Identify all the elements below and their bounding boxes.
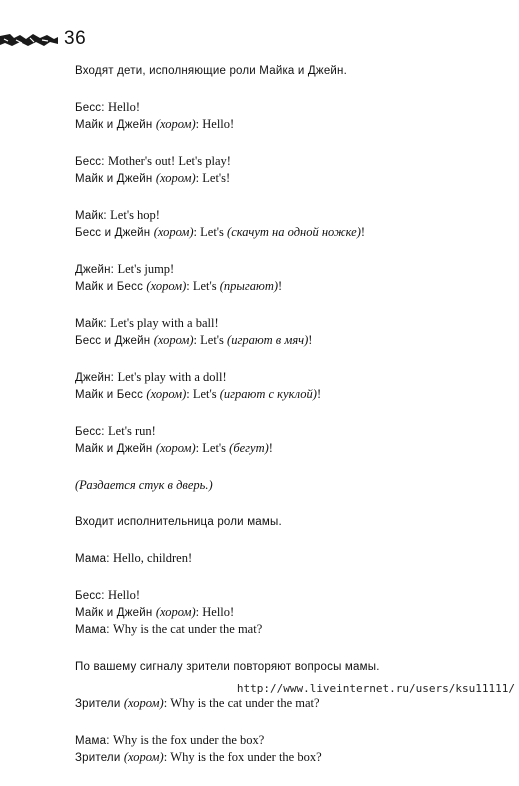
- text-block: [75, 99, 505, 133]
- text-segment: Майк и Джейн: [75, 119, 156, 131]
- text-segment: : Why is the cat under the mat?: [163, 696, 320, 710]
- text-block: [75, 369, 505, 403]
- text-segment: Why is the cat under the mat?: [113, 622, 263, 636]
- text-line: [75, 224, 505, 241]
- text-segment: : Let's: [195, 441, 230, 455]
- text-segment: По вашему сигналу зрители повторяют вопросы мамы.: [75, 661, 380, 673]
- text-line: [75, 278, 505, 295]
- text-segment: Бесс:: [75, 426, 109, 438]
- text-segment: Let's run!: [108, 424, 156, 438]
- text-segment: Мама:: [75, 735, 113, 747]
- text-segment: : Hello!: [195, 117, 235, 131]
- text-line: [75, 604, 505, 621]
- text-line: [75, 749, 505, 766]
- text-line: [75, 207, 505, 224]
- stage-direction: (прыгают): [219, 279, 279, 293]
- text-block: [75, 423, 505, 457]
- stage-direction: (хором): [146, 279, 187, 293]
- text-block: [75, 550, 505, 567]
- text-block: [75, 695, 505, 712]
- text-segment: Зрители: [75, 752, 124, 764]
- text-line: [75, 695, 505, 712]
- text-segment: Бесс и Джейн: [75, 335, 154, 347]
- text-segment: Hello, children!: [113, 551, 193, 565]
- text-segment: : Let's: [193, 333, 228, 347]
- text-line: [75, 477, 505, 493]
- text-line: [75, 170, 505, 187]
- text-line: [75, 386, 505, 403]
- text-line: [75, 658, 505, 675]
- stage-direction: (играют в мяч): [227, 333, 309, 347]
- text-segment: Майк:: [75, 318, 111, 330]
- text-segment: Why is the fox under the box?: [113, 733, 265, 747]
- stage-direction: (бегут): [229, 441, 269, 455]
- text-segment: Hello!: [108, 588, 140, 602]
- text-segment: Let's jump!: [117, 262, 175, 276]
- text-segment: !: [268, 441, 273, 455]
- text-line: [75, 332, 505, 349]
- text-segment: !: [278, 279, 283, 293]
- text-segment: Let's hop!: [110, 208, 160, 222]
- text-segment: Майк и Бесс: [75, 389, 147, 401]
- text-segment: Майк и Джейн: [75, 607, 156, 619]
- text-segment: Mother's out! Let's play!: [108, 154, 231, 168]
- text-segment: Джейн:: [75, 264, 118, 276]
- text-segment: : Hello!: [195, 605, 235, 619]
- text-block: [75, 261, 505, 295]
- text-segment: !: [316, 387, 322, 401]
- text-line: [75, 587, 505, 604]
- stage-direction: (скачут на одной ножке): [227, 225, 361, 239]
- text-segment: Let's play with a ball!: [110, 316, 219, 330]
- text-line: [75, 261, 505, 278]
- page-header: [0, 30, 120, 52]
- stage-direction: (хором): [153, 225, 194, 239]
- text-segment: Майк и Джейн: [75, 443, 156, 455]
- watermark-url: http://www.liveinternet.ru/users/ksu11111/: [236, 682, 515, 695]
- text-segment: Let's play with a doll!: [117, 370, 227, 384]
- text-segment: Бесс:: [75, 590, 109, 602]
- text-block: [75, 315, 505, 349]
- text-segment: Бесс и Джейн: [75, 227, 154, 239]
- text-block: [75, 207, 505, 241]
- text-line: [75, 62, 505, 79]
- text-segment: : Let's: [186, 387, 220, 401]
- page-number: 36: [64, 28, 87, 49]
- text-segment: Джейн:: [75, 372, 118, 384]
- text-line: [75, 732, 505, 749]
- stage-direction: (хором): [123, 696, 164, 710]
- stage-direction: (хором): [155, 171, 196, 185]
- text-block: [75, 587, 505, 638]
- text-line: [75, 315, 505, 332]
- text-segment: Входят дети, исполняющие роли Майка и Джейн.: [75, 65, 347, 77]
- text-segment: Мама:: [75, 553, 113, 565]
- text-segment: Hello!: [108, 100, 140, 114]
- text-segment: Бесс:: [75, 102, 109, 114]
- text-line: [75, 99, 505, 116]
- text-line: [75, 621, 505, 638]
- text-segment: Мама:: [75, 624, 113, 636]
- stage-direction: (хором): [123, 750, 164, 764]
- text-line: [75, 440, 505, 457]
- text-block: [75, 62, 505, 79]
- text-line: [75, 153, 505, 170]
- stage-direction: (Раздается стук в дверь.): [75, 478, 213, 492]
- text-block: [75, 513, 505, 530]
- text-segment: Майк:: [75, 210, 111, 222]
- text-line: [75, 550, 505, 567]
- text-segment: : Let's: [186, 279, 220, 293]
- stage-direction: (хором): [155, 605, 196, 619]
- ornament-decoration: [0, 32, 58, 48]
- text-segment: : Let's!: [195, 171, 231, 185]
- text-segment: !: [308, 333, 313, 347]
- text-line: [75, 116, 505, 133]
- stage-direction: (хором): [155, 441, 196, 455]
- stage-direction: (играют с куклой): [219, 387, 317, 401]
- text-block: [75, 153, 505, 187]
- text-segment: : Why is the fox under the box?: [163, 750, 322, 764]
- text-segment: : Let's: [193, 225, 228, 239]
- text-segment: Входит исполнительница роли мамы.: [75, 516, 282, 528]
- text-block: [75, 732, 505, 766]
- text-line: [75, 423, 505, 440]
- stage-direction: (хором): [155, 117, 196, 131]
- script-text: [75, 62, 505, 786]
- stage-direction: (хором): [146, 387, 187, 401]
- text-segment: Майк и Джейн: [75, 173, 156, 185]
- text-block: [75, 477, 505, 493]
- text-block: [75, 658, 505, 675]
- text-line: [75, 369, 505, 386]
- text-segment: Бесс:: [75, 156, 109, 168]
- stage-direction: (хором): [153, 333, 194, 347]
- text-line: [75, 513, 505, 530]
- text-segment: Майк и Бесс: [75, 281, 147, 293]
- text-segment: Зрители: [75, 698, 124, 710]
- text-segment: !: [360, 225, 366, 239]
